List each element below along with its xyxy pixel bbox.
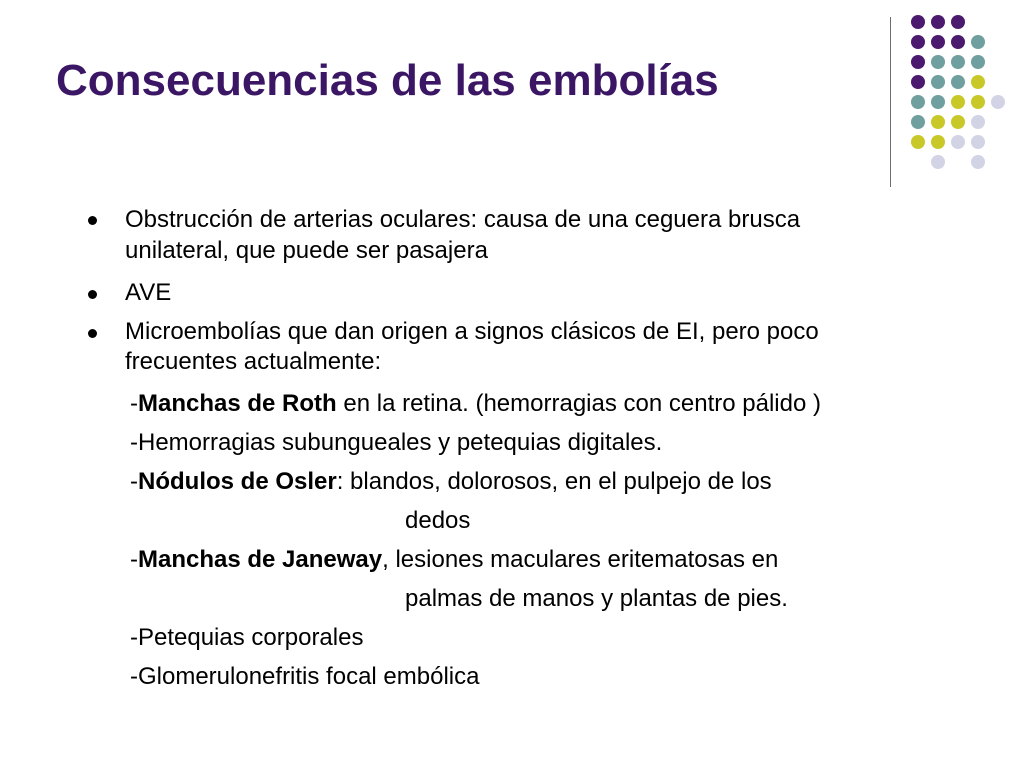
dot-icon: [931, 75, 945, 89]
dot-icon: [991, 95, 1005, 109]
dot-icon: [931, 135, 945, 149]
sign-dash: -: [130, 390, 138, 417]
sign-description: -Glomerulonefritis focal embólica: [130, 663, 480, 690]
sign-petequias-corporales: [130, 623, 363, 653]
dot-icon: [931, 155, 945, 169]
bullet-1-line-1: Obstrucción de arterias oculares: causa de una ceguera brusca: [125, 206, 801, 233]
dot-icon: [971, 75, 985, 89]
dot-icon: [951, 15, 965, 29]
dot-icon: [911, 95, 925, 109]
bullet-3-line-2: frecuentes actualmente:: [125, 348, 382, 375]
sign-manchas-de-roth: [130, 389, 821, 419]
sign-description: en la retina. (hemorragias con centro pálido ): [336, 390, 821, 417]
dot-icon: [971, 95, 985, 109]
sign-nodulos-de-osler-continuation: dedos: [405, 507, 471, 534]
sign-manchas-de-janeway: [130, 545, 778, 575]
sign-dash: -: [130, 546, 138, 573]
bullet-2-line-1: AVE: [125, 279, 172, 306]
dot-icon: [971, 55, 985, 69]
dot-icon: [951, 95, 965, 109]
slide-title: Consecuencias de las embolías: [56, 56, 719, 105]
dot-icon: [931, 55, 945, 69]
bullet-3-line-1: Microembolías que dan origen a signos clásicos de EI, pero poco: [125, 318, 819, 345]
sign-dash: -: [130, 468, 138, 495]
sign-description: -Hemorragias subungueales y petequias digitales.: [130, 429, 663, 456]
dot-icon: [971, 155, 985, 169]
sign-bold-term: Manchas de Roth: [138, 390, 337, 417]
sign-nodulos-de-osler: [130, 467, 772, 497]
vertical-divider: [890, 17, 891, 187]
dot-icon: [931, 35, 945, 49]
dot-icon: [911, 55, 925, 69]
bullet-icon: [88, 329, 97, 338]
bullet-icon: [88, 290, 97, 299]
dot-icon: [911, 115, 925, 129]
dot-icon: [931, 95, 945, 109]
dot-icon: [931, 115, 945, 129]
sign-description: : blandos, dolorosos, en el pulpejo de los: [336, 468, 772, 495]
sign-description: -Petequias corporales: [130, 624, 364, 651]
dot-icon: [911, 35, 925, 49]
sign-hemorragias: [130, 428, 662, 458]
dot-icon: [951, 55, 965, 69]
sign-bold-term: Manchas de Janeway: [138, 546, 383, 573]
dot-icon: [951, 115, 965, 129]
dot-icon: [951, 35, 965, 49]
dot-icon: [911, 75, 925, 89]
sign-glomerulonefritis: [130, 662, 479, 692]
sign-description: , lesiones maculares eritematosas en: [382, 546, 779, 573]
dot-icon: [951, 135, 965, 149]
dot-icon: [951, 75, 965, 89]
dot-icon: [971, 135, 985, 149]
dot-icon: [971, 35, 985, 49]
dot-icon: [931, 15, 945, 29]
dot-icon: [971, 115, 985, 129]
bullet-1-line-2: unilateral, que puede ser pasajera: [125, 237, 488, 264]
bullet-icon: [88, 216, 97, 225]
dot-icon: [911, 135, 925, 149]
sign-bold-term: Nódulos de Osler: [138, 468, 337, 495]
dot-icon: [911, 15, 925, 29]
sign-manchas-de-janeway-continuation: palmas de manos y plantas de pies.: [405, 585, 788, 612]
